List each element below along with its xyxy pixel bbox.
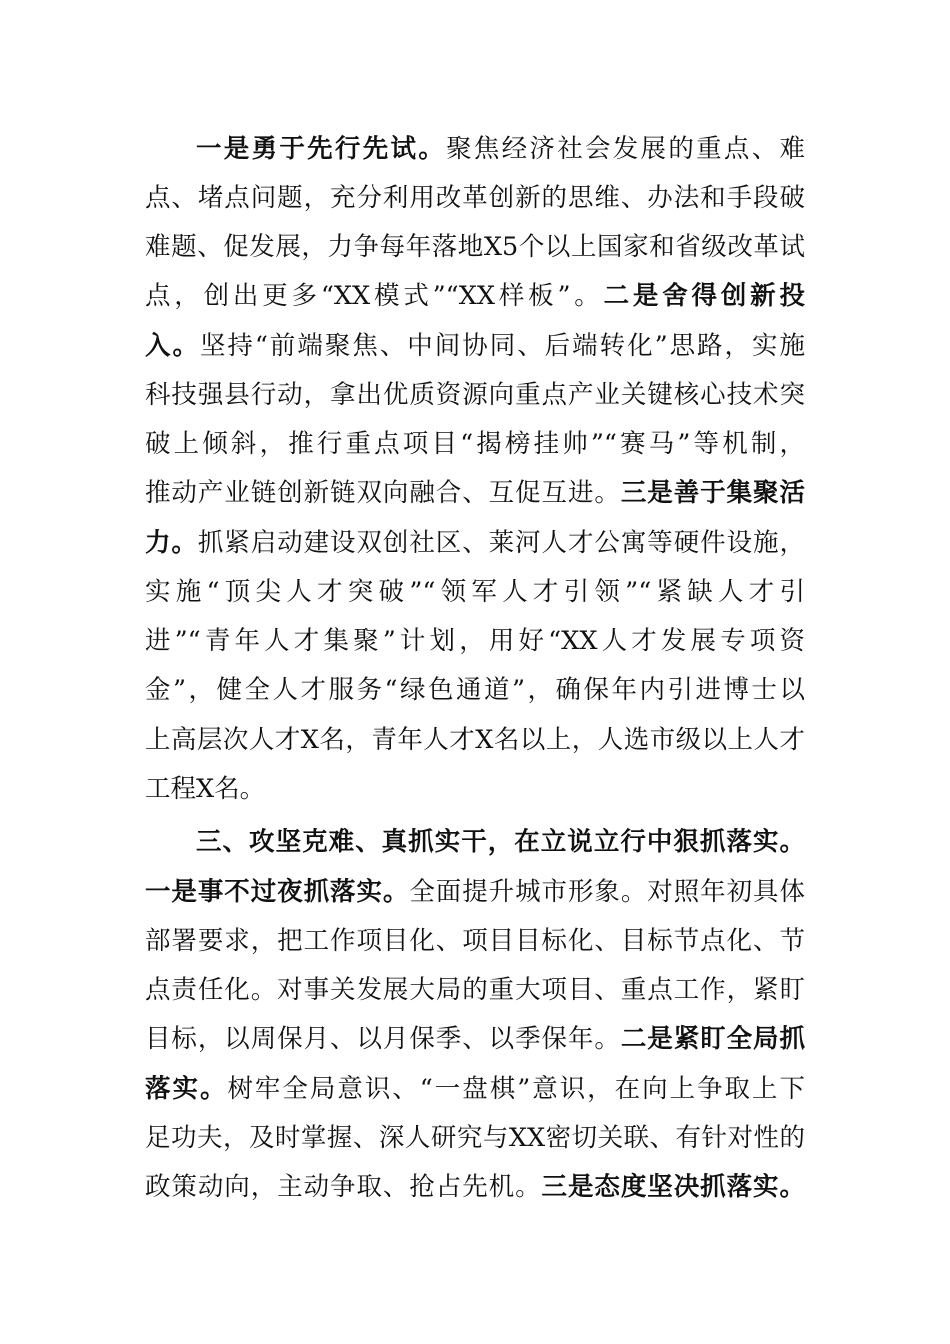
text-line bbox=[145, 1114, 805, 1163]
text-segment: 三是善于集聚活 bbox=[620, 478, 805, 508]
text-segment: 聚焦经济社会发展的重点、难 bbox=[446, 134, 805, 164]
text-segment: 上高层次人才X名，青年人才X名以上，人选市级以上人才 bbox=[145, 725, 805, 755]
text-segment: 点责任化。对事关发展大局的重大项目、重点工作，紧盯 bbox=[145, 975, 805, 1005]
text-segment: 工程X名。 bbox=[145, 774, 266, 804]
text-segment: 目标，以周保月、以月保季、以季保年。 bbox=[145, 1024, 621, 1054]
text-line bbox=[145, 519, 805, 568]
text-line bbox=[145, 666, 805, 715]
text-segment: 进”“青年人才集聚”计划，用好“XX人才发展专项资 bbox=[145, 626, 805, 656]
text-line bbox=[145, 1163, 805, 1212]
text-line bbox=[145, 174, 805, 223]
text-line bbox=[145, 223, 805, 272]
text-segment: 推动产业链创新链双向融合、互促互进。 bbox=[145, 478, 621, 508]
text-segment: 足功夫，及时掌握、深人研究与XX密切关联、有针对性的 bbox=[145, 1123, 805, 1153]
text-segment: 二是舍得创新投 bbox=[603, 281, 805, 311]
text-segment: 抓紧启动建设双创社区、莱河人才公寓等硬件设施， bbox=[197, 528, 805, 558]
text-line bbox=[145, 1015, 805, 1064]
text-segment: 一是勇于先行先试。 bbox=[196, 134, 447, 164]
text-line bbox=[145, 617, 805, 666]
text-line bbox=[196, 125, 805, 174]
text-segment: 一是事不过夜抓落实。 bbox=[145, 877, 410, 907]
text-segment: 科技强县行动，拿出优质资源向重点产业关键核心技术突 bbox=[145, 380, 805, 410]
text-line bbox=[145, 272, 805, 321]
text-segment: 政策动向，主动争取、抢占先机。 bbox=[145, 1172, 542, 1202]
text-segment: 二是紧盯全局抓 bbox=[620, 1024, 805, 1054]
text-segment: 难题、促发展，力争每年落地X5个以上国家和省级改革试 bbox=[145, 232, 805, 262]
text-line bbox=[145, 966, 805, 1015]
text-line bbox=[145, 1065, 805, 1114]
text-segment: 全面提升城市形象。对照年初具体 bbox=[409, 877, 805, 907]
text-segment: 破上倾斜，推行重点项目“揭榜挂帅”“赛马”等机制， bbox=[145, 429, 805, 459]
text-segment: 实施“顶尖人才突破”“领军人才引领”“紧缺人才引 bbox=[145, 577, 805, 607]
text-segment: 部署要求，把工作项目化、项目目标化、目标节点化、节 bbox=[145, 926, 805, 956]
text-segment: 力。 bbox=[145, 528, 198, 558]
text-line bbox=[145, 322, 805, 371]
text-segment: 树牢全局意识、“一盘棋”意识，在向上争取上下 bbox=[227, 1074, 805, 1104]
text-line bbox=[145, 868, 805, 917]
text-line bbox=[145, 765, 805, 814]
text-line bbox=[145, 917, 805, 966]
text-segment: 落实。 bbox=[145, 1074, 228, 1104]
text-segment: 点、堵点问题，充分利用改革创新的思维、办法和手段破 bbox=[145, 183, 805, 213]
text-segment: 三、攻坚克难、真抓实干，在立说立行中狠抓落实。 bbox=[196, 827, 805, 857]
text-segment: 坚持“前端聚焦、中间协同、后端转化”思路，实施 bbox=[199, 331, 805, 361]
text-segment: 入。 bbox=[145, 331, 200, 361]
text-line bbox=[145, 469, 805, 518]
section-heading bbox=[196, 818, 805, 867]
text-line bbox=[145, 716, 805, 765]
text-segment: 点，创出更多“XX模式”“XX样板”。 bbox=[145, 281, 604, 311]
text-segment: 金”，健全人才服务“绿色通道”，确保年内引进博士以 bbox=[145, 675, 805, 705]
text-line bbox=[145, 371, 805, 420]
text-line bbox=[145, 568, 805, 617]
text-segment: 三是态度坚决抓落实。 bbox=[541, 1172, 805, 1202]
text-line bbox=[145, 420, 805, 469]
